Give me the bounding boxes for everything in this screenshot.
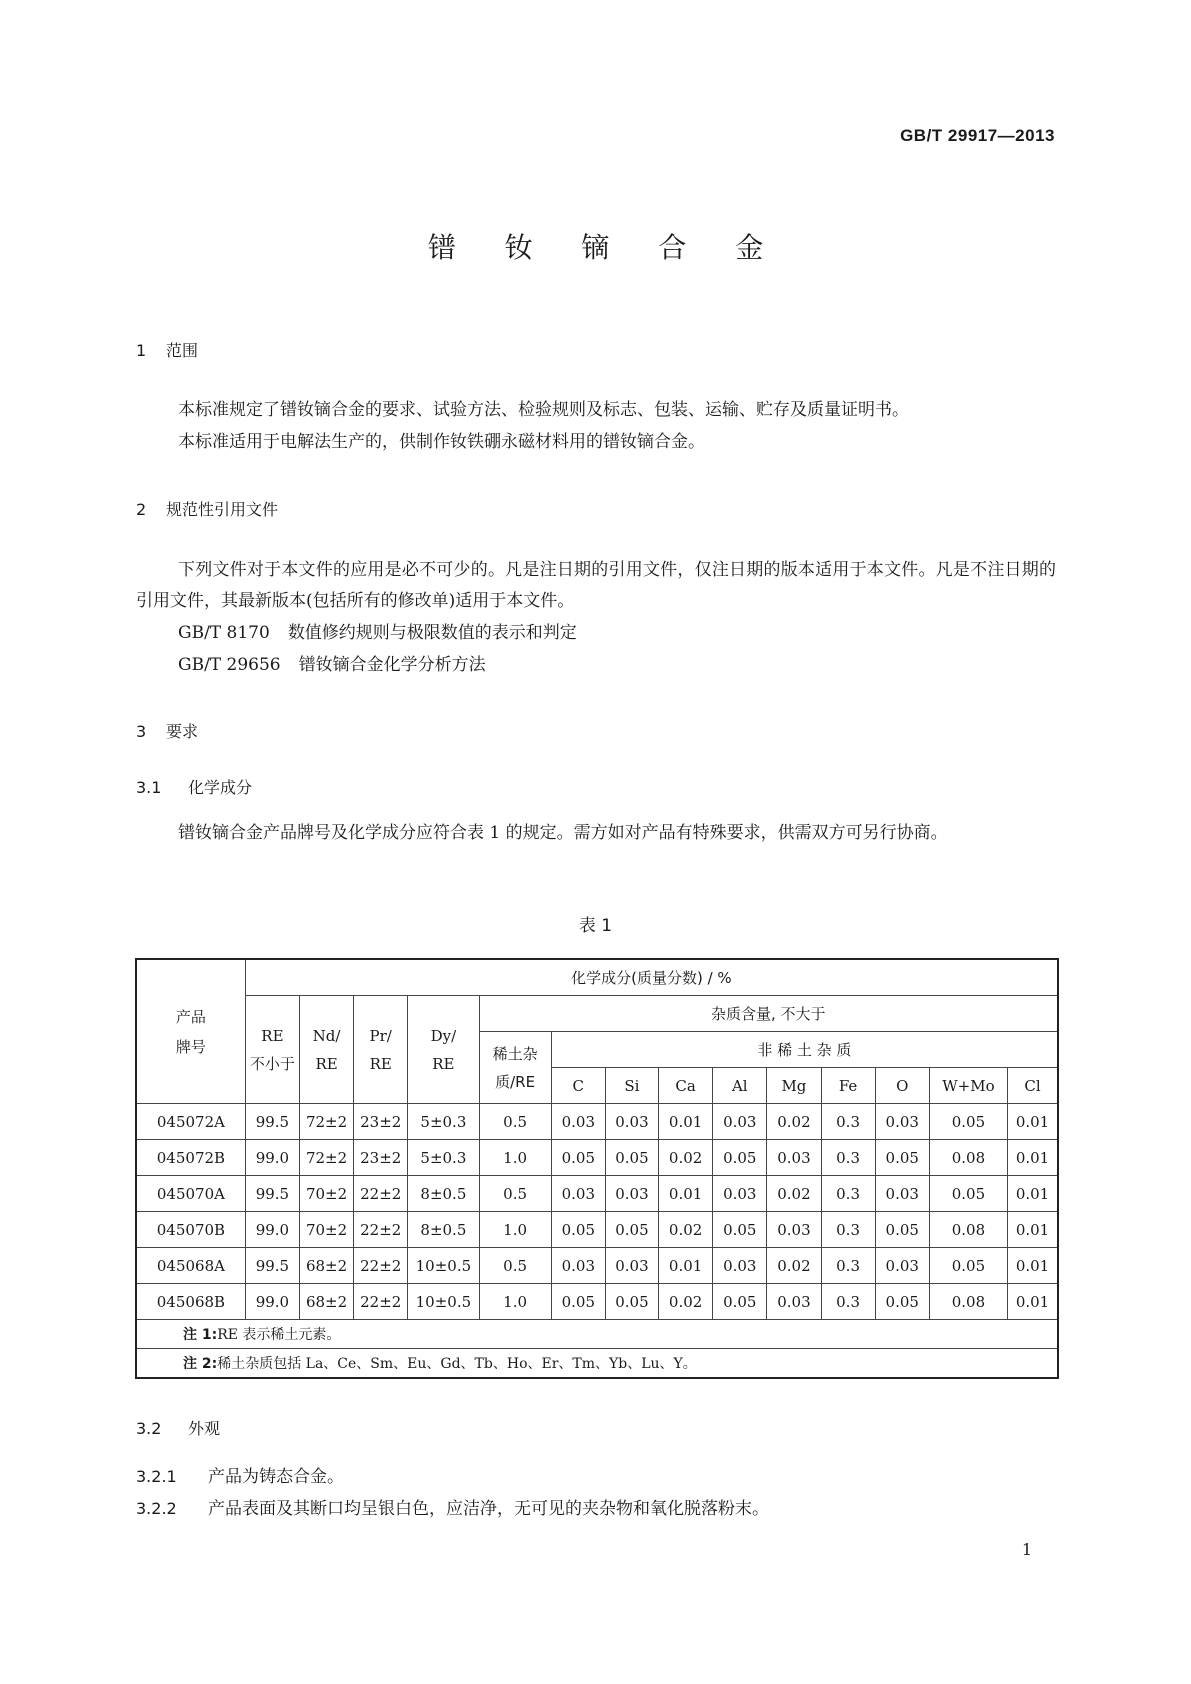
section-3-1-heading — [136, 775, 252, 798]
header-element: W+Mo — [929, 1068, 1007, 1104]
value-cell: 0.02 — [659, 1140, 713, 1176]
value-cell: 0.3 — [821, 1140, 875, 1176]
header-non-re-impurity: 非 稀 土 杂 质 — [551, 1032, 1058, 1068]
value-cell: 0.08 — [929, 1140, 1007, 1176]
value-cell: 0.03 — [551, 1104, 605, 1140]
product-grade-cell: 045072B — [136, 1140, 245, 1176]
value-cell: 0.01 — [1008, 1104, 1058, 1140]
value-cell: 99.5 — [245, 1104, 299, 1140]
header-nd-re: Nd/ RE — [299, 996, 353, 1104]
value-cell: 0.3 — [821, 1104, 875, 1140]
value-cell: 0.03 — [605, 1248, 658, 1284]
value-cell: 0.05 — [875, 1284, 929, 1320]
value-cell: 0.03 — [713, 1248, 767, 1284]
value-cell: 0.3 — [821, 1284, 875, 1320]
value-cell: 0.5 — [479, 1176, 551, 1212]
clause-text: 产品为铸态合金。 — [208, 1467, 344, 1487]
clause-number: 3.2.2 — [136, 1499, 177, 1518]
standard-number: GB/T 29917—2013 — [900, 126, 1055, 145]
value-cell: 0.03 — [767, 1284, 821, 1320]
table-row — [136, 1140, 1058, 1176]
section-number: 1 — [136, 341, 147, 360]
value-cell: 0.03 — [875, 1248, 929, 1284]
header-re-impurity: 稀土杂 质/RE — [479, 1032, 551, 1104]
header-chemical-composition: 化学成分(质量分数) / % — [245, 959, 1058, 996]
header-pr-re: Pr/ RE — [354, 996, 408, 1104]
value-cell: 0.05 — [713, 1212, 767, 1248]
value-cell: 0.03 — [713, 1104, 767, 1140]
section-number: 3.2 — [136, 1419, 162, 1438]
reference-title: 镨钕镝合金化学分析方法 — [298, 655, 486, 675]
section-1-paragraph-1: 本标准规定了镨钕镝合金的要求、试验方法、检验规则及标志、包装、运输、贮存及质量证明书。 — [178, 400, 909, 420]
value-cell: 99.0 — [245, 1140, 299, 1176]
section-3-heading — [136, 719, 198, 742]
value-cell: 0.05 — [551, 1140, 605, 1176]
value-cell: 10±0.5 — [408, 1248, 479, 1284]
value-cell: 8±0.5 — [408, 1176, 479, 1212]
value-cell: 5±0.3 — [408, 1104, 479, 1140]
value-cell: 0.03 — [767, 1140, 821, 1176]
table-note-2 — [136, 1349, 1058, 1379]
header-element: Al — [713, 1068, 767, 1104]
value-cell: 1.0 — [479, 1212, 551, 1248]
value-cell: 0.01 — [659, 1104, 713, 1140]
value-cell: 0.08 — [929, 1284, 1007, 1320]
table-row — [136, 1284, 1058, 1320]
value-cell: 22±2 — [354, 1176, 408, 1212]
section-title: 范围 — [166, 341, 199, 360]
header-element: Mg — [767, 1068, 821, 1104]
value-cell: 23±2 — [354, 1140, 408, 1176]
value-cell: 0.01 — [1008, 1284, 1058, 1320]
value-cell: 0.03 — [551, 1176, 605, 1212]
value-cell: 99.5 — [245, 1176, 299, 1212]
normative-reference — [178, 618, 577, 643]
section-3-1-paragraph: 镨钕镝合金产品牌号及化学成分应符合表 1 的规定。需方如对产品有特殊要求，供需双方可另行协商。 — [178, 823, 948, 843]
value-cell: 99.0 — [245, 1284, 299, 1320]
value-cell: 0.03 — [605, 1176, 658, 1212]
value-cell: 0.01 — [659, 1248, 713, 1284]
value-cell: 10±0.5 — [408, 1284, 479, 1320]
value-cell: 68±2 — [299, 1284, 353, 1320]
product-grade-cell: 045068A — [136, 1248, 245, 1284]
value-cell: 22±2 — [354, 1284, 408, 1320]
value-cell: 0.05 — [551, 1284, 605, 1320]
value-cell: 68±2 — [299, 1248, 353, 1284]
clause-text: 产品表面及其断口均呈银白色，应洁净，无可见的夹杂物和氧化脱落粉末。 — [208, 1499, 769, 1519]
section-number: 2 — [136, 500, 147, 519]
value-cell: 70±2 — [299, 1212, 353, 1248]
value-cell: 0.01 — [1008, 1176, 1058, 1212]
value-cell: 0.3 — [821, 1176, 875, 1212]
value-cell: 72±2 — [299, 1140, 353, 1176]
page-number: 1 — [1021, 1540, 1032, 1559]
value-cell: 0.05 — [605, 1140, 658, 1176]
normative-reference — [178, 650, 486, 675]
header-element: Fe — [821, 1068, 875, 1104]
product-grade-cell: 045070B — [136, 1212, 245, 1248]
reference-code: GB/T 29656 — [178, 655, 281, 675]
value-cell: 0.05 — [551, 1212, 605, 1248]
value-cell: 23±2 — [354, 1104, 408, 1140]
value-cell: 0.05 — [713, 1140, 767, 1176]
table-note-1 — [136, 1320, 1058, 1349]
note-label: 注 1: — [183, 1327, 218, 1343]
value-cell: 1.0 — [479, 1284, 551, 1320]
value-cell: 99.5 — [245, 1248, 299, 1284]
table-row — [136, 1104, 1058, 1140]
value-cell: 22±2 — [354, 1248, 408, 1284]
value-cell: 72±2 — [299, 1104, 353, 1140]
value-cell: 99.0 — [245, 1212, 299, 1248]
product-grade-cell: 045068B — [136, 1284, 245, 1320]
product-grade-cell: 045072A — [136, 1104, 245, 1140]
value-cell: 0.3 — [821, 1248, 875, 1284]
table-caption: 表 1 — [578, 916, 613, 936]
value-cell: 0.02 — [767, 1104, 821, 1140]
section-title: 外观 — [188, 1419, 221, 1438]
clause-number: 3.2.1 — [136, 1467, 177, 1486]
header-product-grade: 产品 牌号 — [136, 959, 245, 1104]
section-3-2-heading — [136, 1416, 220, 1439]
header-element: Si — [605, 1068, 658, 1104]
value-cell: 0.02 — [767, 1248, 821, 1284]
value-cell: 0.5 — [479, 1104, 551, 1140]
value-cell: 0.03 — [767, 1212, 821, 1248]
value-cell: 0.3 — [821, 1212, 875, 1248]
value-cell: 0.02 — [659, 1284, 713, 1320]
value-cell: 8±0.5 — [408, 1212, 479, 1248]
value-cell: 0.03 — [605, 1104, 658, 1140]
header-element: C — [551, 1068, 605, 1104]
value-cell: 0.5 — [479, 1248, 551, 1284]
section-title: 规范性引用文件 — [166, 500, 279, 519]
header-element: O — [875, 1068, 929, 1104]
header-element: Ca — [659, 1068, 713, 1104]
value-cell: 0.05 — [929, 1104, 1007, 1140]
section-number: 3.1 — [136, 778, 162, 797]
value-cell: 0.05 — [605, 1212, 658, 1248]
value-cell: 0.03 — [875, 1104, 929, 1140]
section-1-paragraph-2: 本标准适用于电解法生产的，供制作钕铁硼永磁材料用的镨钕镝合金。 — [178, 432, 705, 452]
note-text: RE 表示稀土元素。 — [217, 1327, 341, 1343]
header-re: RE 不小于 — [245, 996, 299, 1104]
section-title: 化学成分 — [188, 778, 253, 797]
value-cell: 0.03 — [713, 1176, 767, 1212]
note-text: 稀土杂质包括 La、Ce、Sm、Eu、Gd、Tb、Ho、Er、Tm、Yb、Lu、Y。 — [217, 1356, 697, 1372]
value-cell: 22±2 — [354, 1212, 408, 1248]
section-title: 要求 — [166, 722, 199, 741]
value-cell: 0.05 — [929, 1248, 1007, 1284]
chemical-composition-table — [135, 958, 1059, 1379]
value-cell: 0.05 — [713, 1284, 767, 1320]
value-cell: 0.02 — [659, 1212, 713, 1248]
clause-3-2-1 — [136, 1462, 344, 1487]
product-grade-cell: 045070A — [136, 1176, 245, 1212]
table-row — [136, 1212, 1058, 1248]
section-number: 3 — [136, 722, 147, 741]
value-cell: 0.03 — [875, 1176, 929, 1212]
header-element: Cl — [1008, 1068, 1058, 1104]
value-cell: 0.08 — [929, 1212, 1007, 1248]
value-cell: 0.02 — [767, 1176, 821, 1212]
value-cell: 0.05 — [875, 1212, 929, 1248]
table-row — [136, 1176, 1058, 1212]
value-cell: 0.05 — [875, 1140, 929, 1176]
document-title: 镨 钕 镝 合 金 — [427, 231, 784, 264]
value-cell: 70±2 — [299, 1176, 353, 1212]
section-2-heading — [136, 497, 278, 520]
value-cell: 0.01 — [659, 1176, 713, 1212]
reference-code: GB/T 8170 — [178, 623, 270, 643]
value-cell: 0.05 — [929, 1176, 1007, 1212]
section-2-paragraph: 下列文件对于本文件的应用是必不可少的。凡是注日期的引用文件，仅注日期的版本适用于本文件。凡是不注日期的引用文件，其最新版本(包括所有的修改单)适用于本文件。 — [136, 560, 1056, 611]
value-cell: 0.03 — [551, 1248, 605, 1284]
value-cell: 1.0 — [479, 1140, 551, 1176]
clause-3-2-2 — [136, 1494, 769, 1519]
note-label: 注 2: — [183, 1356, 218, 1372]
section-1-heading — [136, 338, 198, 361]
value-cell: 0.01 — [1008, 1248, 1058, 1284]
value-cell: 0.01 — [1008, 1140, 1058, 1176]
value-cell: 0.01 — [1008, 1212, 1058, 1248]
table-row — [136, 1248, 1058, 1284]
value-cell: 5±0.3 — [408, 1140, 479, 1176]
reference-title: 数值修约规则与极限数值的表示和判定 — [287, 623, 577, 643]
header-dy-re: Dy/ RE — [408, 996, 479, 1104]
header-impurity: 杂质含量, 不大于 — [479, 996, 1058, 1032]
value-cell: 0.05 — [605, 1284, 658, 1320]
